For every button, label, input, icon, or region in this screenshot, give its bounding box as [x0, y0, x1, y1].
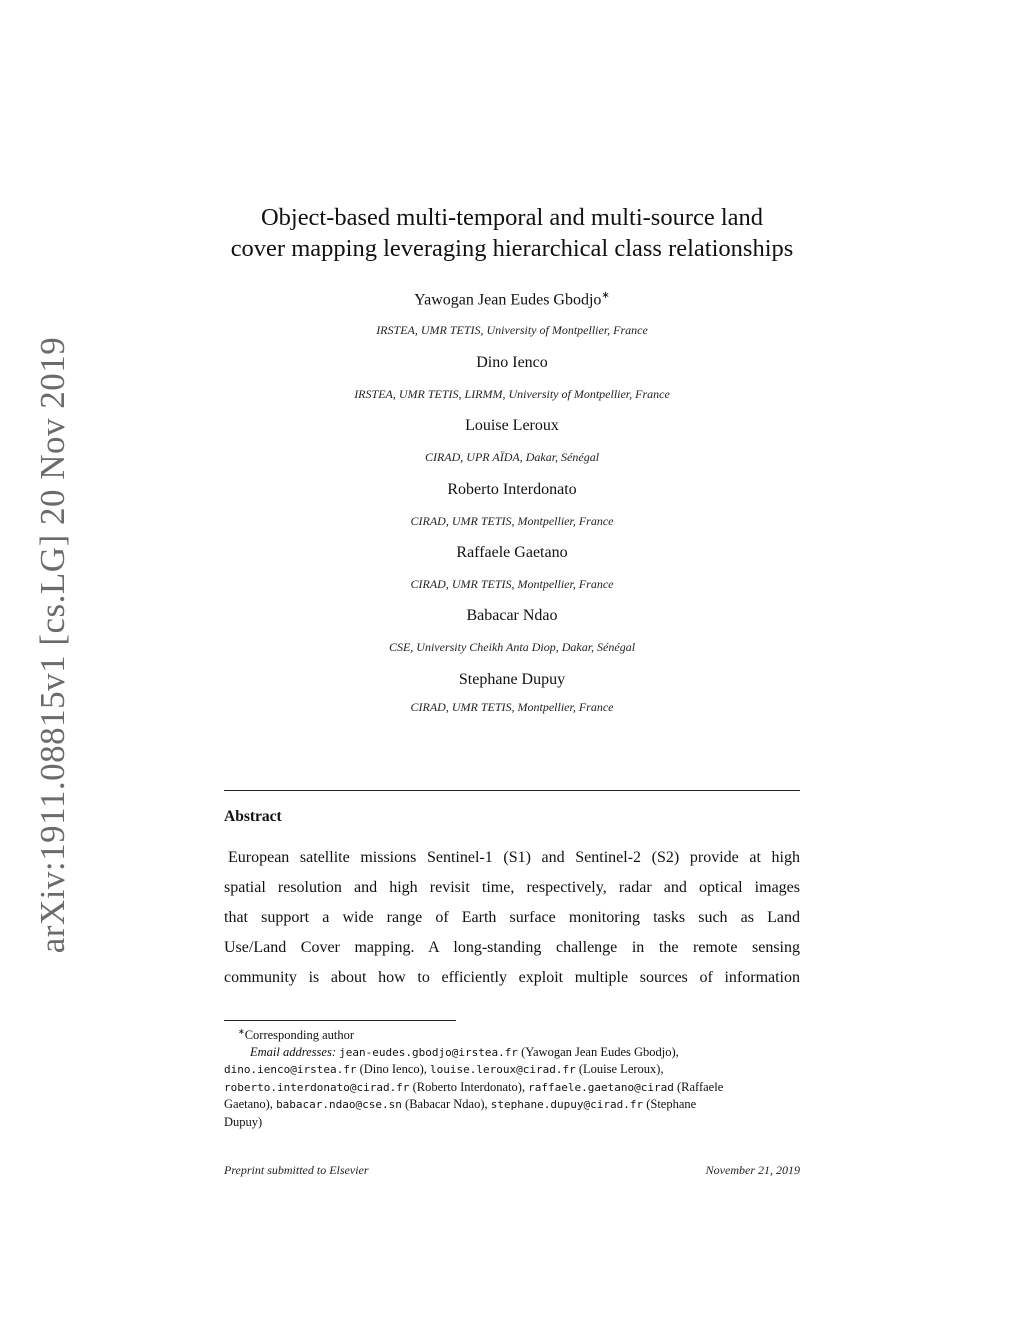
email-addresses-line: Email addresses: jean-eudes.gbodjo@irstea.fr (Yawogan Jean Eudes Gbodjo),	[250, 1044, 679, 1059]
email-link[interactable]: roberto.interdonato@cirad.fr	[224, 1080, 410, 1094]
author-name: Yawogan Jean Eudes Gbodjo∗	[414, 290, 610, 309]
footnote-rule	[224, 1020, 456, 1021]
email-addresses-line: roberto.interdonato@cirad.fr (Roberto Interdonato), raffaele.gaetano@cirad (Raffaele	[224, 1079, 724, 1094]
author-name: Babacar Ndao	[466, 607, 558, 624]
email-link[interactable]: stephane.dupuy@cirad.fr	[490, 1098, 644, 1112]
author-name: Stephane Dupuy	[458, 671, 566, 688]
email-link[interactable]: dino.ienco@irstea.fr	[224, 1063, 357, 1077]
abstract-line: community is about how to efficiently exploit multiple sources of information	[224, 969, 800, 986]
abstract-line: Use/Land Cover mapping. A long-standing challenge in the remote sensing	[224, 939, 800, 956]
author-name: Louise Leroux	[465, 417, 559, 434]
footnotes	[224, 1024, 800, 1130]
email-addresses-line: Gaetano), babacar.ndao@cse.sn (Babacar Ndao), stephane.dupuy@cirad.fr (Stephane	[224, 1097, 697, 1112]
email-link[interactable]: babacar.ndao@cse.sn	[276, 1098, 402, 1112]
abstract-line: spatial resolution and high revisit time, respectively, radar and optical images	[224, 879, 800, 896]
email-link[interactable]: louise.leroux@cirad.fr	[430, 1063, 576, 1077]
email-label: Email addresses:	[250, 1044, 336, 1059]
paper-title	[224, 202, 800, 264]
email-link[interactable]: jean-eudes.gbodjo@irstea.fr	[339, 1045, 518, 1059]
abstract-line: that support a wide range of Earth surface monitoring tasks such as Land	[224, 909, 800, 926]
email-link[interactable]: raffaele.gaetano@cirad	[528, 1080, 674, 1094]
author-affiliation: CIRAD, UMR TETIS, Montpellier, France	[410, 514, 614, 528]
email-addresses-line: Dupuy)	[224, 1114, 263, 1129]
corresponding-mark: ∗	[601, 290, 610, 301]
corresponding-author-note: ∗Corresponding author	[238, 1027, 355, 1043]
author-affiliation: IRSTEA, UMR TETIS, LIRMM, University of Montpellier, France	[354, 387, 670, 401]
title-line-2: cover mapping leveraging hierarchical class relationships	[230, 235, 794, 262]
abstract-text	[224, 843, 800, 993]
title-line-1: Object-based multi-temporal and multi-source land	[260, 204, 764, 231]
preprint-date: November 21, 2019	[705, 1163, 800, 1177]
author-name: Raffaele Gaetano	[456, 544, 568, 561]
author-affiliation: IRSTEA, UMR TETIS, University of Montpellier, France	[376, 323, 648, 337]
author-name: Dino Ienco	[476, 354, 548, 371]
author-affiliation: CSE, University Cheikh Anta Diop, Dakar, Sénégal	[388, 640, 636, 654]
abstract-top-rule	[224, 790, 800, 791]
author-affiliation: CIRAD, UMR TETIS, Montpellier, France	[410, 577, 614, 591]
author-name: Roberto Interdonato	[447, 481, 577, 498]
email-addresses-line: dino.ienco@irstea.fr (Dino Ienco), louise.leroux@cirad.fr (Louise Leroux),	[224, 1062, 664, 1077]
abstract-line: European satellite missions Sentinel-1 (S1) and Sentinel-2 (S2) provide at high	[228, 849, 800, 866]
author-affiliation: CIRAD, UPR AÏDA, Dakar, Sénégal	[424, 450, 600, 464]
abstract-heading: Abstract	[224, 808, 282, 825]
arxiv-identifier[interactable]: arXiv:1911.08815v1 [cs.LG] 20 Nov 2019	[33, 336, 72, 954]
preprint-note: Preprint submitted to Elsevier	[224, 1163, 369, 1177]
author-affiliation: CIRAD, UMR TETIS, Montpellier, France	[410, 700, 614, 714]
